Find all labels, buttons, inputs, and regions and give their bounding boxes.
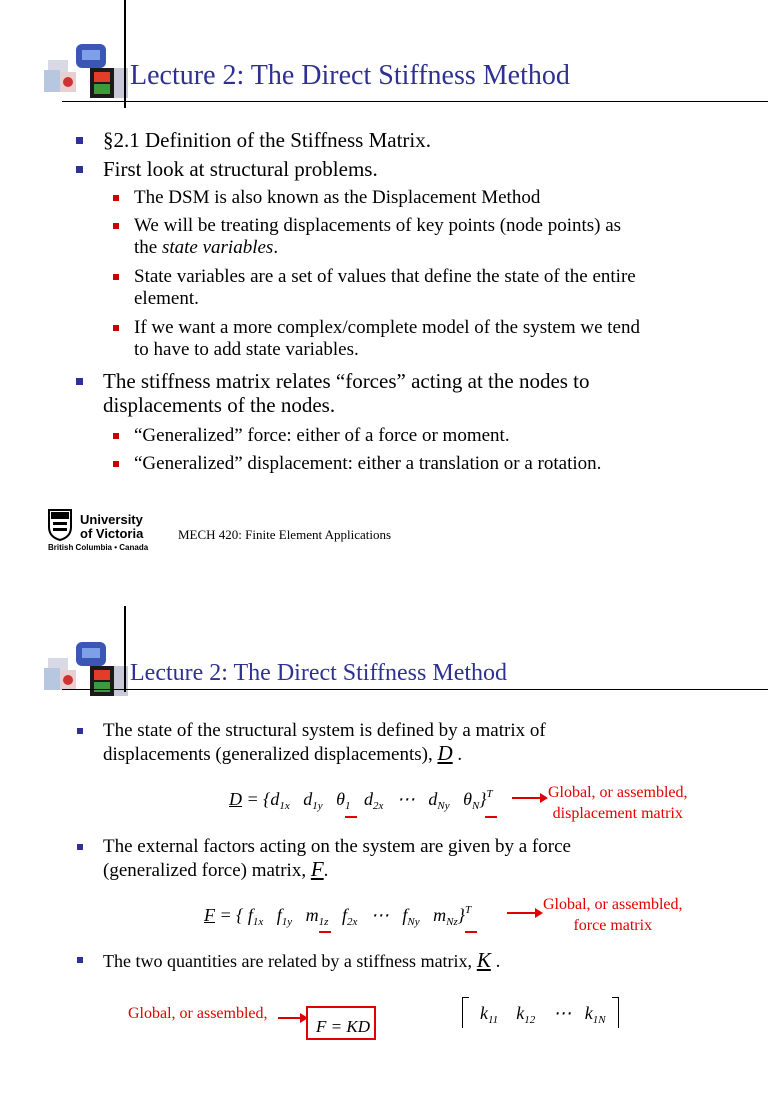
logo-line-1: University <box>80 512 143 527</box>
course-footer: MECH 420: Finite Element Applications <box>178 527 392 542</box>
m1z-underline <box>319 931 331 933</box>
bullet-square-icon <box>113 195 119 201</box>
university-logo <box>48 509 149 553</box>
force-matrix-note: Global, or assembled, force matrix <box>543 896 683 934</box>
bullet-complex-model: If we want a more complex/complete model of the system we tend to have to add state variables. <box>134 317 640 361</box>
k-matrix-row-1: $k_{11}$ $k_{12}$ ⋯ $k_{1N}$ <box>480 1003 606 1026</box>
bullet-square-icon <box>76 378 83 385</box>
bullet-stiffness-relates: The stiffness matrix relates “forces” acting at the nodes to displacements of the nodes. <box>103 369 590 417</box>
k-matrix-left-bracket <box>462 997 469 1028</box>
theta1-underline <box>345 816 357 818</box>
bullet-external-factors: The external factors acting on the system are given by a force (generalized force) matrix, F. <box>103 836 571 882</box>
displacement-matrix-note: Global, or assembled, displacement matrix <box>548 784 688 822</box>
slide-1 <box>0 0 768 512</box>
bullet-square-icon <box>113 433 119 439</box>
bullet-state-variables: State variables are a set of values that define the state of the entire element. <box>134 266 636 310</box>
bullet-square-icon <box>76 166 83 173</box>
lecture-logo-icon <box>42 42 130 100</box>
stiffness-matrix-note: Global, or assembled, <box>128 1005 268 1022</box>
bullet-related-by-stiffness: The two quantities are related by a stiffness matrix, K . <box>103 949 500 973</box>
title-vertical-rule <box>124 0 126 108</box>
slide-2 <box>0 600 768 1112</box>
displacement-equation: $D = \{d_{1x}$ $d_{1y}$ $\theta_1$ $d_{2x}$ ⋯ $d_{Ny}$ $\theta_N\}^T$ <box>229 788 493 812</box>
force-equation: F = { $f_{1x}$ $f_{1y}$ $m_{1z}$ $f_{2x}$ ⋯ $f_{Ny}$ $m_{Nz}\}^T$ <box>204 904 472 928</box>
slide-title: Lecture 2: The Direct Stiffness Method <box>130 660 508 686</box>
arrow-right-icon <box>507 907 543 919</box>
bullet-square-icon <box>113 223 119 229</box>
bullet-generalized-force: “Generalized” force: either of a force or moment. <box>134 425 510 447</box>
bullet-first-look: First look at structural problems. <box>103 157 378 181</box>
arrow-right-icon <box>512 792 548 804</box>
bullet-square-icon <box>77 957 83 963</box>
k-matrix-right-bracket <box>612 997 619 1028</box>
title-vertical-rule <box>124 606 126 692</box>
crest-icon <box>48 509 72 541</box>
arrow-right-icon <box>278 1012 308 1024</box>
thetaN-underline <box>485 816 497 818</box>
slide-title: Lecture 2: The Direct Stiffness Method <box>130 60 570 91</box>
logo-line-2: of Victoria <box>80 526 144 541</box>
bullet-generalized-displacement: “Generalized” displacement: either a translation or a rotation. <box>134 453 601 475</box>
bullet-square-icon <box>77 844 83 850</box>
title-horizontal-rule <box>62 689 768 690</box>
mNz-underline <box>465 931 477 933</box>
bullet-square-icon <box>113 325 119 331</box>
logo-line-3: British Columbia • Canada <box>48 543 149 552</box>
bullet-dsm: The DSM is also known as the Displacement Method <box>134 187 540 209</box>
bullet-state-defined: The state of the structural system is defined by a matrix of displacements (generalized displacements), D . <box>103 720 546 766</box>
bullet-square-icon <box>113 274 119 280</box>
title-horizontal-rule <box>62 101 768 102</box>
bullet-treating-displacements: We will be treating displacements of key points (node points) as the state variables. <box>134 215 621 259</box>
bullet-square-icon <box>77 728 83 734</box>
bullet-definition: §2.1 Definition of the Stiffness Matrix. <box>103 128 431 152</box>
bullet-square-icon <box>76 137 83 144</box>
bullet-square-icon <box>113 461 119 467</box>
stiffness-equation-box: F = KD <box>306 1006 376 1040</box>
